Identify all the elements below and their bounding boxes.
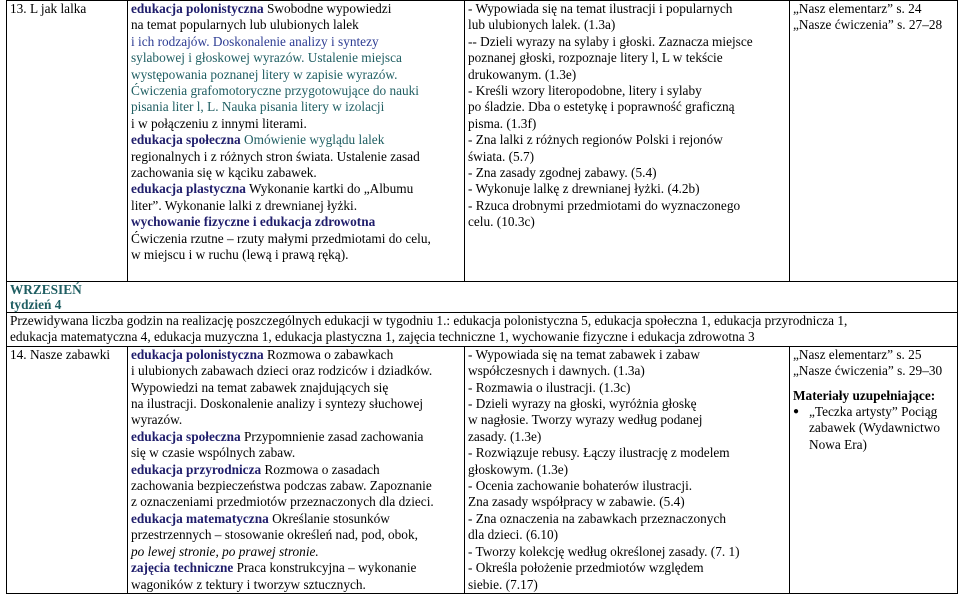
content-line xyxy=(131,83,462,99)
content-text: na temat popularnych lub ulubionych lalek xyxy=(131,17,359,33)
content-line xyxy=(131,214,462,230)
materials-ref: „Nasze ćwiczenia” s. 27–28 xyxy=(793,17,943,33)
outcome-line: lub ulubionych lalek. (1.3a) xyxy=(468,17,616,33)
outcome-line: celu. (10.3c) xyxy=(468,214,535,230)
content-line xyxy=(131,445,462,461)
content-line xyxy=(131,1,462,17)
lesson-row-13 xyxy=(7,1,958,282)
content-line xyxy=(131,577,462,593)
content-text: na ilustracji. Doskonalenie analizy i syntezy słuchowej xyxy=(131,396,424,412)
content-line xyxy=(131,527,462,543)
content-line xyxy=(131,396,462,412)
subject-heading: wychowanie fizyczne i edukacja zdrowotna xyxy=(131,214,376,230)
content-line xyxy=(131,412,462,428)
outcome-line: współczesnych i dawnych. (1.3a) xyxy=(468,363,645,379)
subject-heading: edukacja społeczna xyxy=(131,132,241,148)
week-label: tydzień 4 xyxy=(10,297,62,312)
outcome-line: - Zna zasady zgodnej zabawy. (5.4) xyxy=(468,165,657,181)
content-line xyxy=(131,347,462,363)
outcome-line: zasady. (1.3e) xyxy=(468,428,542,444)
outcome-line: - Kreśli wzory literopodobne, litery i sylaby xyxy=(468,83,702,99)
outcomes-cell xyxy=(465,346,790,593)
content-line xyxy=(131,132,462,148)
hours-summary-line: Przewidywana liczba godzin na realizację poszczególnych edukacji w tygodniu 1.: edukacja polonistyczna 5, edukacja społeczna 1, edukacja przyrodnicza 1, xyxy=(10,313,848,328)
materials-item-line: zabawek (Wydawnictwo xyxy=(809,420,941,436)
outcome-line: dla dzieci. (6.10) xyxy=(468,527,559,543)
content-line xyxy=(131,67,462,83)
lesson-row-14 xyxy=(7,346,958,593)
content-text: Praca konstrukcyjna – wykonanie xyxy=(233,560,417,576)
month-cell xyxy=(7,282,958,313)
outcome-line: - Tworzy kolekcję według określonej zasady. (7. 1) xyxy=(468,543,740,559)
content-line xyxy=(131,429,462,445)
content-text: Wypowiedzi na temat zabawek znajdujących się xyxy=(131,379,389,395)
outcome-line: - Wykonuje lalkę z drewnianej łyżki. (4.2b) xyxy=(468,181,700,197)
topic-cell xyxy=(7,346,128,593)
subject-heading: edukacja polonistyczna xyxy=(131,346,264,362)
hours-summary-cell xyxy=(7,313,958,347)
content-cell xyxy=(128,1,465,282)
content-line xyxy=(131,116,462,132)
content-line xyxy=(131,247,462,263)
month-row xyxy=(7,282,958,313)
month-label: WRZESIEŃ xyxy=(10,282,82,297)
outcome-line: Zna zasady współpracy w zabawie. (5.4) xyxy=(468,494,685,510)
content-line xyxy=(131,181,462,197)
content-cell xyxy=(128,346,465,593)
outcome-line: poznanej głoski, rozpoznaje litery l, L w tekście xyxy=(468,50,723,66)
content-text: i ich rodzajów. Doskonalenie analizy i syntezy xyxy=(131,33,379,49)
outcome-line: w nagłosie. Tworzy wyrazy według podanej xyxy=(468,412,703,428)
lesson-plan-table xyxy=(6,0,958,594)
outcome-line: - Zna lalki z różnych regionów Polski i rejonów xyxy=(468,132,723,148)
content-text: sylabowej i głoskowej wyrazów. Ustalenie miejsca xyxy=(131,50,402,66)
content-line xyxy=(131,17,462,33)
content-line xyxy=(131,50,462,66)
content-text: przestrzennych – stosowanie określeń nad, pod, obok, xyxy=(131,527,418,543)
topic-cell xyxy=(7,1,128,282)
outcome-line: pisma. (1.3f) xyxy=(468,115,537,131)
outcome-line: - Wypowiada się na temat zabawek i zabaw xyxy=(468,346,700,362)
hours-summary-line: edukacja matematyczna 4, edukacja muzyczna 1, edukacja plastyczna 1, zajęcia techniczne 1, wychowanie fizyczne i edukacja zdrowotna 3 xyxy=(10,329,755,345)
outcome-line: głoskowym. (1.3e) xyxy=(468,461,569,477)
content-line xyxy=(131,380,462,396)
outcome-line: po śladzie. Dba o estetykę i poprawność graficzną xyxy=(468,99,735,115)
content-line xyxy=(131,99,462,115)
content-text: Rozmowa o zabawkach xyxy=(263,346,394,362)
content-text: Ćwiczenia rzutne – rzuty małymi przedmiotami do celu, xyxy=(131,230,431,246)
content-line xyxy=(131,494,462,510)
outcome-line: - Rozmawia o ilustracji. (1.3c) xyxy=(468,379,631,395)
content-line xyxy=(131,363,462,379)
materials-item-line: Nowa Era) xyxy=(809,436,867,452)
content-text: Ćwiczenia grafomotoryczne przygotowujące do nauki xyxy=(131,83,419,99)
content-text: po lewej stronie, po prawej stronie. xyxy=(131,543,319,559)
subject-heading: edukacja plastyczna xyxy=(131,181,246,197)
content-line xyxy=(131,560,462,576)
content-text: Wykonanie kartki do „Albumu xyxy=(245,181,414,197)
content-text: i ulubionych zabawach dzieci oraz rodziców i dziadków. xyxy=(131,363,433,379)
content-text: regionalnych i z różnych stron świata. Ustalenie zasad xyxy=(131,148,420,164)
content-text: Przypomnienie zasad zachowania xyxy=(240,428,424,444)
content-line xyxy=(131,478,462,494)
outcome-line: - Rzuca drobnymi przedmiotami do wyznaczonego xyxy=(468,197,741,213)
content-text: Swobodne wypowiedzi xyxy=(263,1,392,16)
outcome-line: -- Dzieli wyrazy na sylaby i głoski. Zaznacza miejsce xyxy=(468,33,753,49)
content-line xyxy=(131,462,462,478)
content-text: wagoników z tektury i tworzyw sztucznych. xyxy=(131,576,366,592)
content-line xyxy=(131,544,462,560)
materials-cell xyxy=(790,1,958,282)
summary-row xyxy=(7,313,958,347)
outcome-line: - Rozwiązuje rebusy. Łączy ilustrację z modelem xyxy=(468,445,730,461)
textbook-ref: „Nasz elementarz” s. 25 xyxy=(793,346,922,362)
content-text: w miejscu i w ruchu (lewą i prawą ręką). xyxy=(131,247,349,263)
content-text: liter”. Wykonanie lalki z drewnianej łyżki. xyxy=(131,197,358,213)
content-text: pisania liter l, L. Nauka pisania litery w izolacji xyxy=(131,99,385,115)
materials-ref: „Nasz elementarz” s. 24 xyxy=(793,1,922,16)
subject-heading: edukacja przyrodnicza xyxy=(131,461,262,477)
content-line xyxy=(131,34,462,50)
subject-heading: zajęcia techniczne xyxy=(131,560,234,576)
subject-heading: edukacja matematyczna xyxy=(131,510,269,526)
content-text: zachowania bezpieczeństwa podczas zabaw. Zapoznanie xyxy=(131,478,432,494)
lesson-topic: 14. Nasze zabawki xyxy=(10,346,111,362)
content-text: Określanie stosunków xyxy=(268,510,390,526)
outcome-line: - Określa położenie przedmiotów względem xyxy=(468,560,704,576)
content-text: Rozmowa o zasadach xyxy=(261,461,380,477)
outcome-line: świata. (5.7) xyxy=(468,148,535,164)
content-line xyxy=(131,149,462,165)
content-line xyxy=(131,198,462,214)
content-line xyxy=(131,165,462,181)
content-text: zachowania się w kąciku zabawek. xyxy=(131,165,317,181)
content-line xyxy=(131,231,462,247)
content-text: występowania poznanej litery w zapisie wyrazów. xyxy=(131,66,398,82)
materials-heading: Materiały uzupełniające: xyxy=(793,387,936,403)
lesson-topic: 13. L jak lalka xyxy=(10,1,87,16)
workbook-ref: „Nasze ćwiczenia” s. 29–30 xyxy=(793,363,943,379)
outcome-line: drukowanym. (1.3e) xyxy=(468,66,577,82)
outcomes-cell xyxy=(465,1,790,282)
content-text: Omówienie wyglądu lalek xyxy=(240,132,385,148)
subject-heading: edukacja społeczna xyxy=(131,428,241,444)
bullet-icon: ● xyxy=(793,406,800,418)
outcome-line: siebie. (7.17) xyxy=(468,576,538,592)
materials-cell xyxy=(790,346,958,593)
content-text: i w połączeniu z innymi literami. xyxy=(131,115,307,131)
outcome-line: - Wypowiada się na temat ilustracji i popularnych xyxy=(468,1,733,16)
outcome-line: - Zna oznaczenia na zabawkach przeznaczonych xyxy=(468,510,727,526)
materials-item-line: „Teczka artysty” Pociąg xyxy=(809,404,938,420)
content-text: z oznaczeniami przedmiotów przeznaczonych dla dzieci. xyxy=(131,494,434,510)
outcome-line: - Ocenia zachowanie bohaterów ilustracji. xyxy=(468,478,693,494)
materials-bullet xyxy=(793,404,955,453)
subject-heading: edukacja polonistyczna xyxy=(131,1,264,16)
content-line xyxy=(131,511,462,527)
content-text: się w czasie wspólnych zabaw. xyxy=(131,445,296,461)
outcome-line: - Dzieli wyrazy na głoski, wyróżnia głoskę xyxy=(468,396,697,412)
content-text: wyrazów. xyxy=(131,412,183,428)
